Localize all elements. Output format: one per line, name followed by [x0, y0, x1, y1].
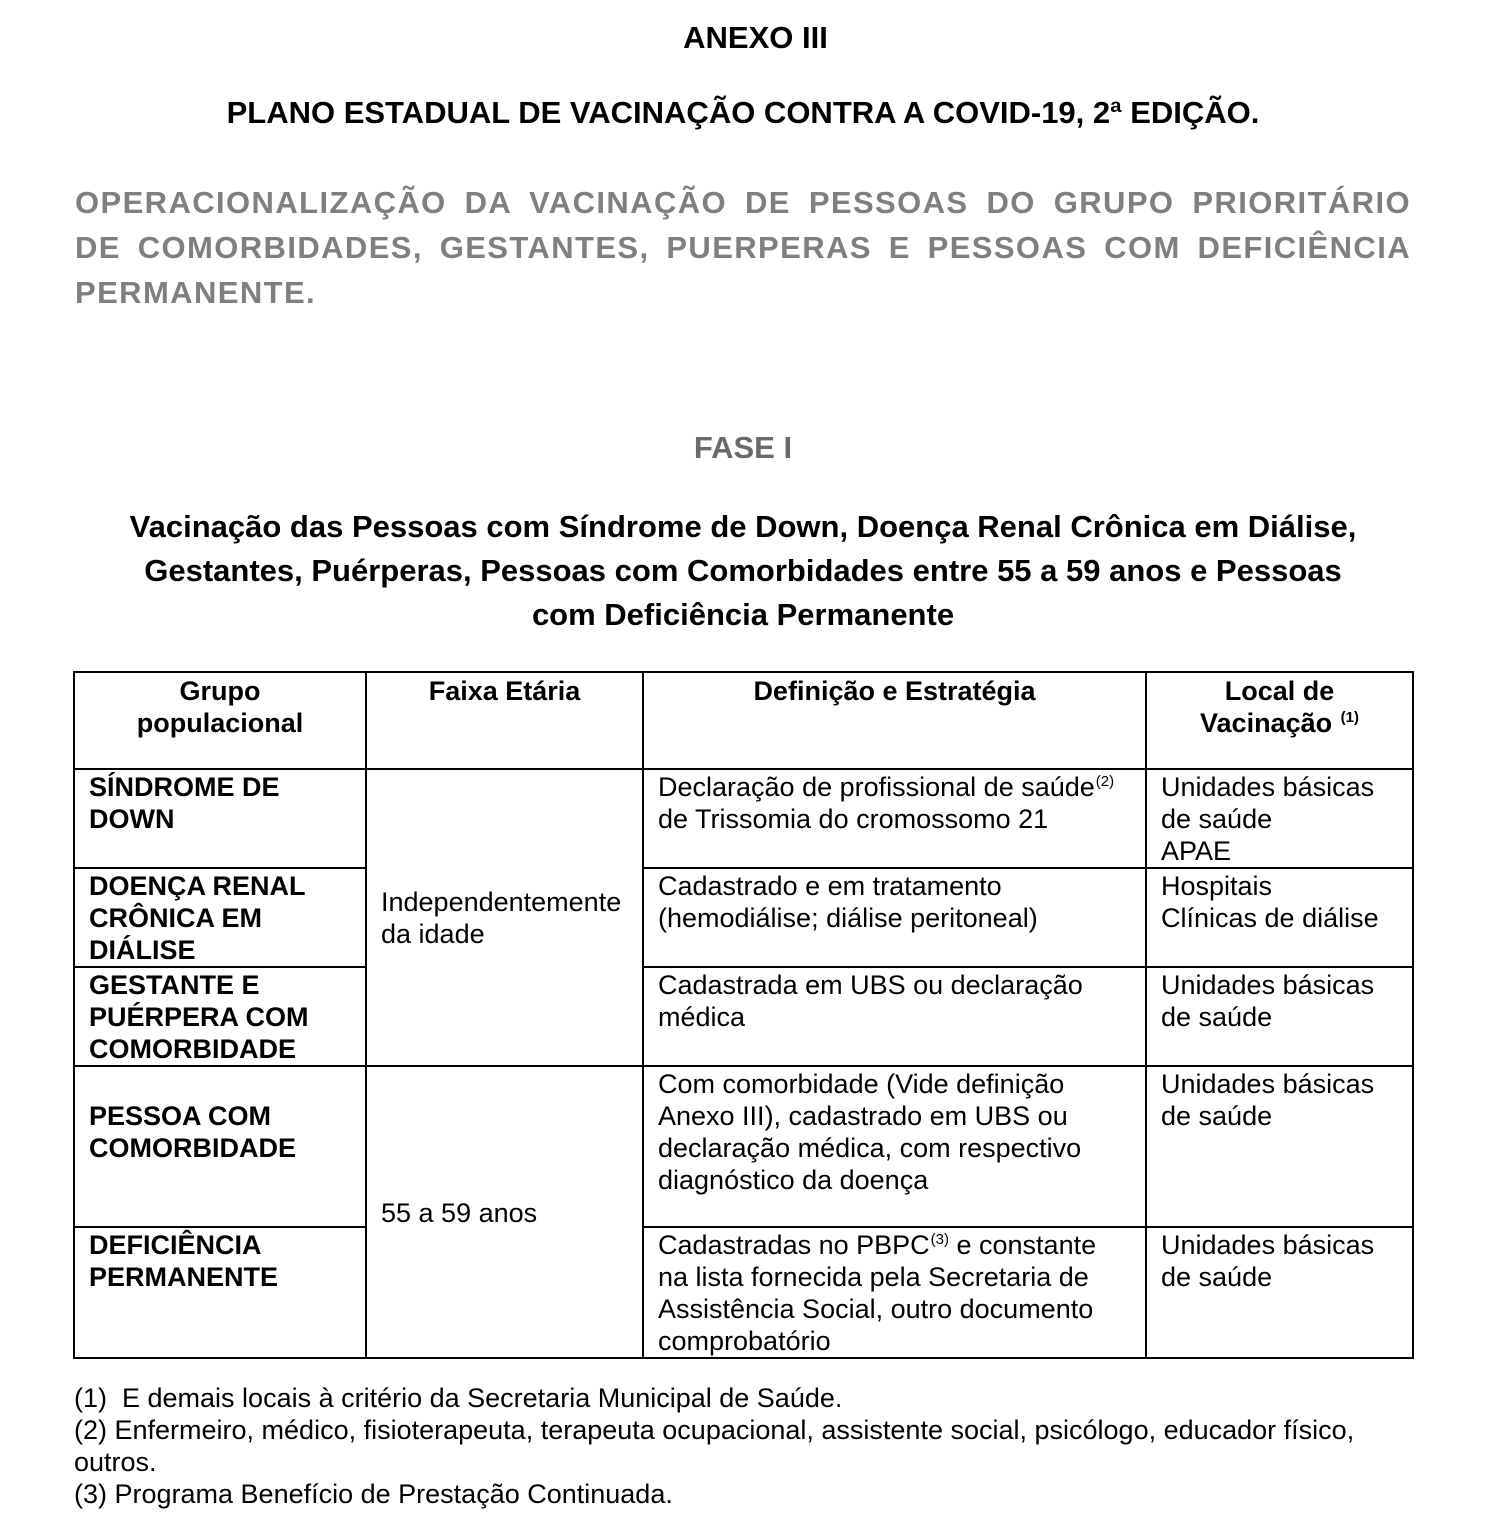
cell-line: comprobatório — [658, 1326, 831, 1356]
footnote-2-continued: outros. — [74, 1447, 157, 1477]
cell-line: 55 a 59 anos — [381, 1197, 538, 1228]
cell-line: Hospitais — [1161, 871, 1273, 901]
header-definition: Definição e Estratégia — [643, 672, 1146, 769]
location-cell — [1146, 1066, 1413, 1227]
cell-line: Unidades básicas — [1161, 970, 1375, 1000]
cell-line: COMORBIDADE — [89, 1133, 296, 1163]
footnote-ref: (1) — [1340, 709, 1359, 726]
definition-cell — [643, 1227, 1146, 1358]
cell-line: (hemodiálise; diálise peritoneal) — [658, 903, 1038, 933]
cell-line: CRÔNICA EM — [89, 903, 262, 933]
cell-line: Com comorbidade (Vide definição — [658, 1069, 1065, 1099]
vaccination-table — [73, 671, 1414, 1359]
cell-line: Cadastrada em UBS ou declaração — [658, 970, 1083, 1000]
table-row — [74, 868, 1413, 967]
cell-line: na lista fornecida pela Secretaria de — [658, 1262, 1089, 1292]
header-text: Local de — [1224, 676, 1335, 706]
footnotes — [74, 1382, 1404, 1510]
cell-text: Declaração de profissional de saúde — [658, 772, 1095, 802]
cell-line: médica — [658, 1002, 746, 1032]
cell-line: Unidades básicas — [1161, 1069, 1375, 1099]
table-row — [74, 1227, 1413, 1358]
group-cell — [74, 868, 366, 967]
header-group — [74, 672, 366, 769]
location-cell — [1146, 769, 1413, 868]
header-text: Grupo — [179, 676, 261, 706]
cell-line: COMORBIDADE — [89, 1034, 296, 1064]
cell-line: DOWN — [89, 804, 175, 834]
cell-line: SÍNDROME DE — [89, 772, 280, 802]
cell-line: diagnóstico da doença — [658, 1165, 929, 1195]
group-cell — [74, 1066, 366, 1227]
cell-line: PERMANENTE — [89, 1262, 279, 1292]
section-heading-line: Gestantes, Puérperas, Pessoas com Comorbidades entre 55 a 59 anos e Pessoas — [144, 553, 1342, 588]
cell-line: DIÁLISE — [89, 935, 196, 965]
definition-cell — [643, 868, 1146, 967]
cell-line: DOENÇA RENAL — [89, 871, 306, 901]
group-cell — [74, 967, 366, 1066]
cell-line: de saúde — [1161, 804, 1273, 834]
phase-label: FASE I — [693, 430, 793, 465]
plan-title: PLANO ESTADUAL DE VACINAÇÃO CONTRA A COVID-19, 2ª EDIÇÃO. — [226, 95, 1260, 130]
cell-line: Anexo III), cadastrado em UBS ou — [658, 1101, 1068, 1131]
table-row — [74, 967, 1413, 1066]
cell-line: PESSOA COM — [89, 1101, 272, 1131]
table-header-row — [74, 672, 1413, 769]
cell-line: APAE — [1161, 836, 1232, 866]
location-cell — [1146, 967, 1413, 1066]
cell-line: PUÉRPERA COM — [89, 1002, 309, 1032]
footnote-3: (3) Programa Benefício de Prestação Continuada. — [74, 1479, 673, 1509]
cell-line: Clínicas de diálise — [1161, 903, 1379, 933]
cell-line: Independentemente — [381, 887, 622, 917]
cell-line: Unidades básicas — [1161, 1230, 1375, 1260]
cell-line: Unidades básicas — [1161, 772, 1375, 802]
section-heading-line: com Deficiência Permanente — [531, 597, 955, 632]
cell-line: de saúde — [1161, 1262, 1273, 1292]
footnote-ref: (2) — [1095, 773, 1115, 790]
footnote-ref: (3) — [930, 1231, 949, 1248]
cell-line: Cadastrado e em tratamento — [658, 871, 1002, 901]
cell-line: de saúde — [1161, 1101, 1273, 1131]
cell-line: de Trissomia do cromossomo 21 — [658, 804, 1049, 834]
footnote-2: (2) Enfermeiro, médico, fisioterapeuta, terapeuta ocupacional, assistente social, psicólogo, educador físico, — [74, 1415, 1355, 1445]
location-cell — [1146, 868, 1413, 967]
header-age: Faixa Etária — [366, 672, 643, 769]
definition-cell — [643, 1066, 1146, 1227]
group-cell — [74, 1227, 366, 1358]
definition-cell — [643, 769, 1146, 868]
section-heading-line: Vacinação das Pessoas com Síndrome de Down, Doença Renal Crônica em Diálise, — [129, 509, 1357, 544]
cell-line: Assistência Social, outro documento — [658, 1294, 1094, 1324]
header-text: Vacinação — [1200, 708, 1333, 738]
section-heading — [60, 505, 1426, 637]
table-row — [74, 1066, 1413, 1227]
header-text: populacional — [136, 708, 304, 738]
footnote-1: (1) E demais locais à critério da Secretaria Municipal de Saúde. — [74, 1383, 843, 1413]
cell-text: Cadastradas no PBPC — [658, 1230, 930, 1260]
cell-text: e constante — [949, 1230, 1097, 1260]
cell-line: declaração médica, com respectivo — [658, 1133, 1082, 1163]
cell-line: DEFICIÊNCIA — [89, 1230, 262, 1260]
cell-line: de saúde — [1161, 1002, 1273, 1032]
operationalization-subtitle: OPERACIONALIZAÇÃO DA VACINAÇÃO DE PESSOAS DO GRUPO PRIORITÁRIO DE COMORBIDADES, GESTANTES, PUERPERAS E PESSOAS COM DEFICIÊNCIA PERMANENTE. — [75, 185, 1411, 310]
cell-line: da idade — [381, 919, 485, 949]
annex-title: ANEXO III — [683, 20, 828, 55]
age-cell — [366, 769, 643, 1066]
age-cell — [366, 1066, 643, 1358]
cell-line — [658, 771, 1131, 803]
header-text — [1161, 707, 1398, 739]
header-location — [1146, 672, 1413, 769]
definition-cell — [643, 967, 1146, 1066]
table-row — [74, 769, 1413, 868]
cell-line — [658, 1229, 1131, 1261]
group-cell — [74, 769, 366, 868]
cell-line: GESTANTE E — [89, 970, 260, 1000]
location-cell — [1146, 1227, 1413, 1358]
